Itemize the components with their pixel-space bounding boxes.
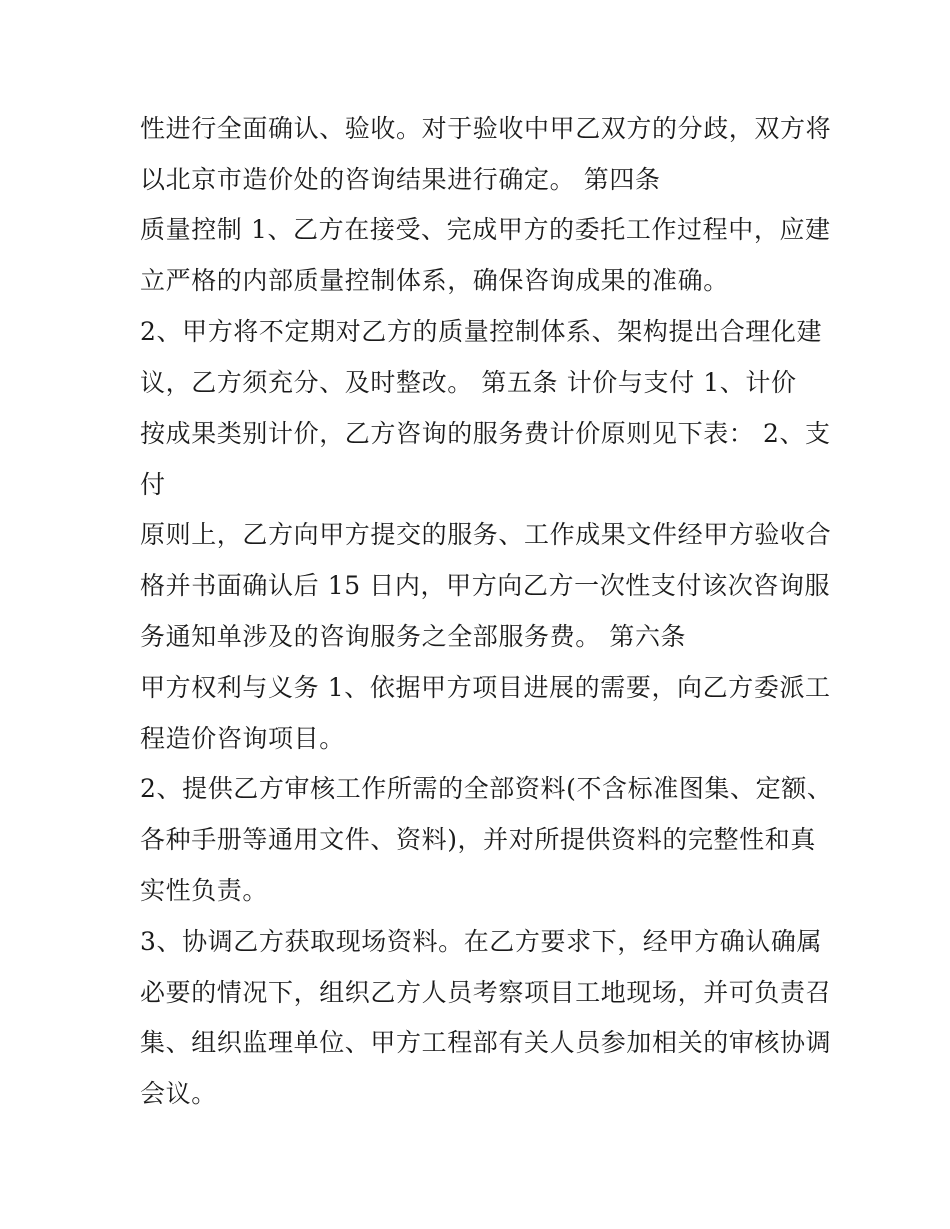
text-line: 必要的情况下，组织乙方人员考察项目工地现场，并可负责召 [140, 978, 832, 1007]
text-line: 性进行全面确认、验收。对于验收中甲乙双方的分歧，双方将 [140, 114, 832, 143]
text-line: 各种手册等通用文件、资料)，并对所提供资料的完整性和真 [140, 825, 816, 854]
text-line: 3、协调乙方获取现场资料。在乙方要求下，经甲方确认确属 [140, 927, 823, 956]
text-line: 立严格的内部质量控制体系，确保咨询成果的准确。 [140, 266, 729, 295]
text-line: 会议。 [140, 1079, 217, 1108]
text-line: 原则上，乙方向甲方提交的服务、工作成果文件经甲方验收合 [140, 520, 832, 549]
text-line: 质量控制 1、乙方在接受、完成甲方的委托工作过程中，应建 [140, 215, 831, 244]
text-line: 甲方权利与义务 1、依据甲方项目进展的需要，向乙方委派工 [140, 673, 831, 702]
text-line: 付 [140, 470, 166, 499]
text-line: 议，乙方须充分、及时整改。 第五条 计价与支付 1、计价 [140, 368, 797, 397]
text-line: 按成果类别计价，乙方咨询的服务费计价原则见下表： 2、支 [140, 419, 831, 448]
text-line: 集、组织监理单位、甲方工程部有关人员参加相关的审核协调 [140, 1028, 832, 1057]
text-line: 格并书面确认后 15 日内，甲方向乙方一次性支付该次咨询服 [140, 571, 831, 600]
text-line: 2、甲方将不定期对乙方的质量控制体系、架构提出合理化建 [140, 317, 823, 346]
text-line: 以北京市造价处的咨询结果进行确定。 第四条 [140, 165, 661, 194]
text-line: 实性负责。 [140, 876, 269, 905]
text-line: 务通知单涉及的咨询服务之全部服务费。 第六条 [140, 622, 687, 651]
text-line: 程造价咨询项目。 [140, 724, 345, 753]
text-line: 2、提供乙方审核工作所需的全部资料(不含标准图集、定额、 [140, 774, 833, 803]
